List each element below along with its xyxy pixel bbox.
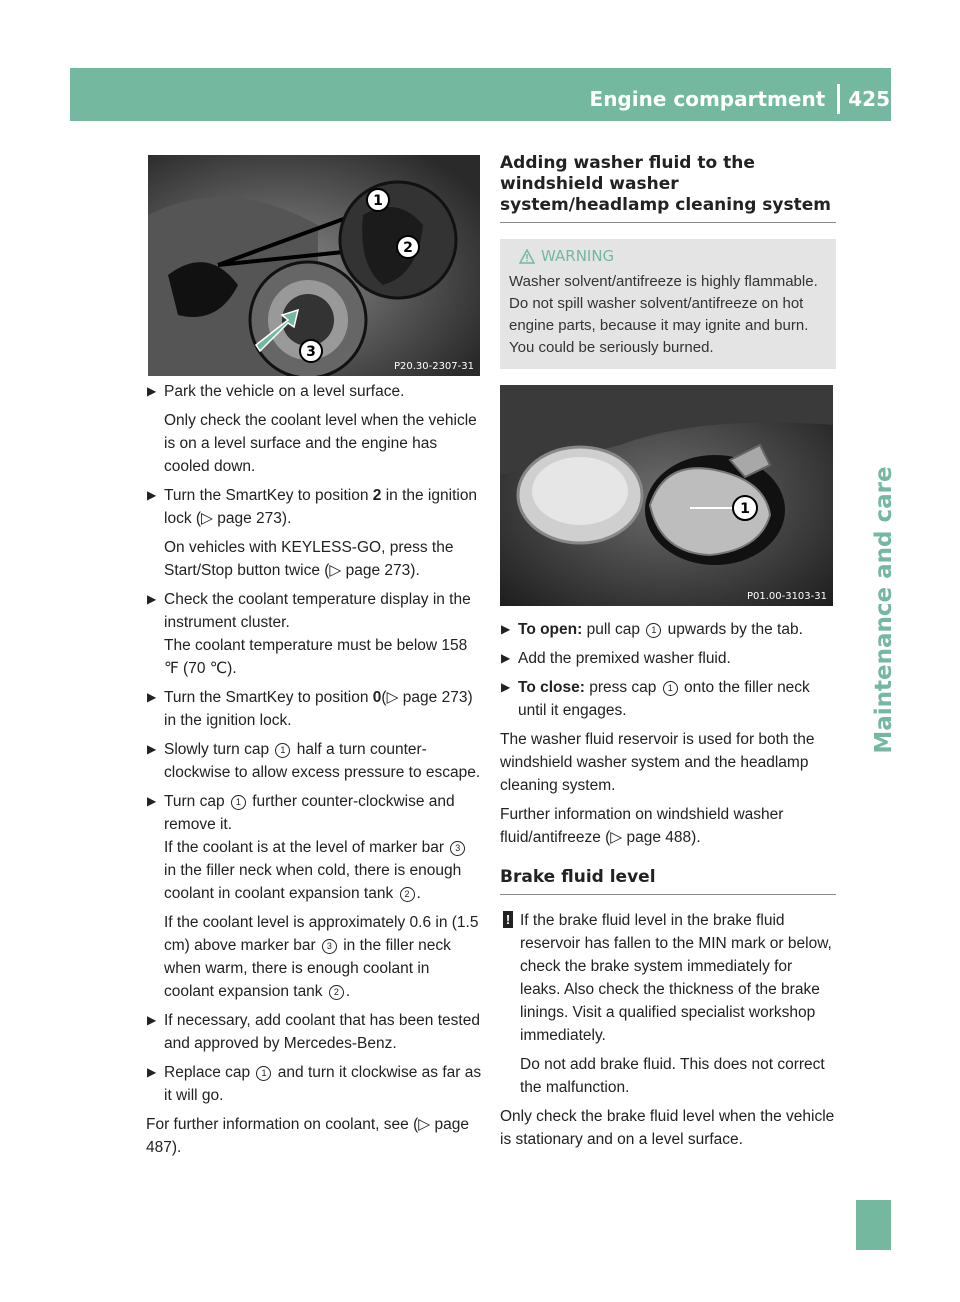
step-text: Turn the SmartKey to position 2 in the ignition lock (▷ page 273). <box>164 487 478 527</box>
figure-code: P01.00-3103-31 <box>746 591 827 602</box>
step-arrow-icon: ▶ <box>147 384 157 398</box>
step-text: To open: pull cap 1 upwards by the tab. <box>518 621 803 638</box>
step-note: On vehicles with KEYLESS-GO, press the Start/Stop button twice (▷ page 273). <box>164 539 454 579</box>
page-section-title: Engine compartment <box>589 87 826 111</box>
page-number: 425 <box>848 87 890 111</box>
side-tab-label: Maintenance and care <box>871 466 897 754</box>
right-column <box>500 153 836 369</box>
step-text: Turn the SmartKey to position 0(▷ page 273) in the ignition lock. <box>164 689 473 729</box>
coolant-footer-text: For further information on coolant, see (▷ page 487). <box>146 1116 469 1156</box>
callout-1-icon: 1 <box>646 623 661 638</box>
step-text: Slowly turn cap 1 half a turn counter-clockwise to allow excess pressure to escape. <box>164 741 481 781</box>
step <box>146 380 482 478</box>
callout-3-left: 3 <box>306 344 316 360</box>
step-text: If necessary, add coolant that has been tested and approved by Mercedes-Benz. <box>164 1012 480 1052</box>
callout-1-icon: 1 <box>663 681 678 696</box>
step <box>146 790 482 1003</box>
step-arrow-icon: ▶ <box>501 651 511 665</box>
warning-header <box>509 245 827 268</box>
step-text: Park the vehicle on a level surface. <box>164 383 405 400</box>
coolant-figure <box>148 155 480 376</box>
brake-info-text: Only check the brake fluid level when the vehicle is stationary and on a level surface. <box>500 1108 835 1148</box>
notice-text: Do not add brake fluid. This does not correct the malfunction. <box>520 1056 825 1096</box>
callout-1-icon: 1 <box>275 743 290 758</box>
step <box>146 1061 482 1107</box>
header <box>490 84 890 114</box>
step <box>146 738 482 784</box>
step-text: Check the coolant temperature display in the instrument cluster. The coolant temperature must be below 158 ℉ (70 ℃). <box>164 591 471 677</box>
step <box>146 588 482 680</box>
step-arrow-icon: ▶ <box>147 742 157 756</box>
left-column <box>146 380 482 1165</box>
notice-text: If the brake fluid level in the brake fluid reservoir has fallen to the MIN mark or below, check the brake system immediately for leaks. Also check the thickness of the brake linings. Visit a qualified specialist workshop immediately. <box>520 912 832 1044</box>
callout-3-icon: 3 <box>450 841 465 856</box>
brake-section-title: Brake fluid level <box>500 867 836 895</box>
callout-1-right: 1 <box>740 501 750 517</box>
right-column-lower <box>500 618 836 1157</box>
step-arrow-icon: ▶ <box>147 488 157 502</box>
step-arrow-icon: ▶ <box>147 1065 157 1079</box>
header-divider <box>837 84 840 114</box>
exclamation-icon: ! <box>503 911 513 928</box>
step-arrow-icon: ▶ <box>147 690 157 704</box>
warning-triangle-icon <box>519 249 535 264</box>
washer-info-text: The washer fluid reservoir is used for both the windshield washer system and the headlamp cleaning system. <box>500 731 815 794</box>
step-arrow-icon: ▶ <box>501 622 511 636</box>
callout-1-icon: 1 <box>256 1066 271 1081</box>
step-note: If the coolant level is approximately 0.6 in (1.5 cm) above marker bar 3 in the filler neck when warm, there is enough coolant in coolant expansion tank 2 . <box>164 914 479 1000</box>
step-text: Turn cap 1 further counter-clockwise and remove it. If the coolant is at the level of marker bar 3 in the filler neck when cold, there is enough coolant in coolant expansion tank 2 . <box>164 790 482 905</box>
step <box>146 484 482 582</box>
step <box>500 676 836 722</box>
step <box>500 618 836 641</box>
washer-section-title: Adding washer fluid to the windshield washer system/headlamp cleaning system <box>500 153 836 223</box>
step-arrow-icon: ▶ <box>147 1013 157 1027</box>
warning-label: WARNING <box>541 247 615 265</box>
step <box>146 686 482 732</box>
washer-figure <box>500 385 833 606</box>
callout-1-left: 1 <box>373 193 383 209</box>
step-text: Replace cap 1 and turn it clockwise as far as it will go. <box>164 1064 482 1104</box>
callout-1-icon: 1 <box>231 795 246 810</box>
callout-2-left: 2 <box>403 240 413 256</box>
callout-2-icon: 2 <box>329 985 344 1000</box>
step-text: Add the premixed washer fluid. <box>518 650 731 667</box>
step-arrow-icon: ▶ <box>147 794 157 808</box>
figure-code: P20.30-2307-31 <box>393 361 474 372</box>
step-arrow-icon: ▶ <box>501 680 511 694</box>
side-tab-block <box>856 1200 891 1250</box>
callout-2-icon: 2 <box>400 887 415 902</box>
warning-text: Washer solvent/antifreeze is highly flammable. Do not spill washer solvent/antifreeze on hot engine parts, because it may ignite and burn. You could be seriously burned. <box>509 273 818 356</box>
washer-reference-text: Further information on windshield washer fluid/antifreeze (▷ page 488). <box>500 806 784 846</box>
step-note: Only check the coolant level when the vehicle is on a level surface and the engine has cooled down. <box>164 412 477 475</box>
step <box>146 1009 482 1055</box>
warning-box <box>500 239 836 369</box>
brake-notice <box>500 909 836 1099</box>
callout-3-icon: 3 <box>322 939 337 954</box>
step <box>500 647 836 670</box>
step-arrow-icon: ▶ <box>147 592 157 606</box>
step-text: To close: press cap 1 onto the filler neck until it engages. <box>518 679 810 719</box>
side-tab <box>856 430 906 790</box>
